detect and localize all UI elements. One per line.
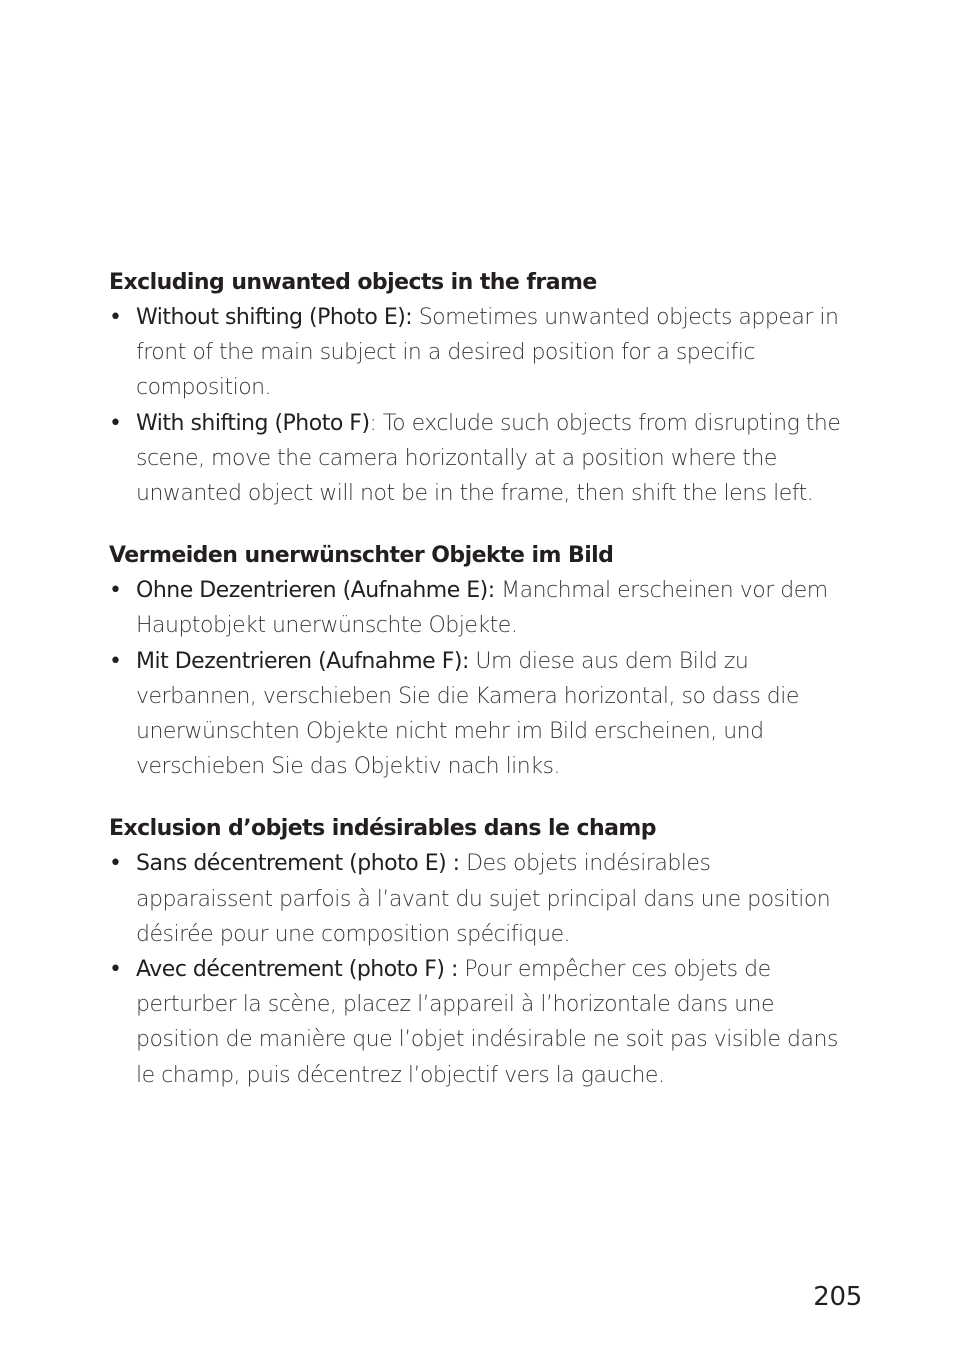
bullet-item	[109, 644, 849, 785]
section-english	[109, 265, 849, 511]
bullet-body-text: Um diese aus dem Bild zu verbannen, verschieben Sie die Kamera horizontal, so dass die unerwünschten Objekte nicht mehr im Bild erscheinen, und verschieben Sie das Objektiv nach links.	[136, 648, 799, 780]
bullet-item	[109, 846, 849, 952]
bullet-body-text: Pour empêcher ces objets de perturber la scène, placez l’appareil à l’horizontale dans une position de manière que l’objet indésirable ne soit pas visible dans le champ, puis décentrez l’objectif vers la gauche.	[136, 957, 838, 1088]
bullet-item	[109, 300, 849, 406]
page-number: 205	[813, 1282, 862, 1312]
section-german	[109, 538, 849, 784]
bullet-body-text: : To exclude such objects from disrupting the scene, move the camera horizontally at a position where the unwanted object will not be in the frame, then shift the lens left.	[136, 410, 841, 507]
section-heading: Vermeiden unerwünschter Objekte im Bild	[109, 543, 614, 569]
page-content	[109, 265, 849, 1120]
bullet-lead-text: With shifting (Photo F)	[136, 410, 370, 436]
bullet-lead-text: Ohne Dezentrieren (Aufnahme E):	[136, 578, 495, 604]
bullet-icon: •	[109, 957, 122, 983]
section-french	[109, 811, 849, 1092]
bullet-list	[109, 573, 849, 784]
bullet-icon: •	[109, 851, 122, 877]
section-heading: Excluding unwanted objects in the frame	[109, 270, 597, 295]
bullet-list	[109, 300, 849, 511]
bullet-icon: •	[109, 648, 122, 674]
bullet-body-text: Manchmal erscheinen vor dem Hauptobjekt unerwünschte Objekte.	[136, 578, 828, 639]
bullet-lead-text: Mit Dezentrieren (Aufnahme F):	[136, 648, 469, 674]
bullet-body-text: Sometimes unwanted objects appear in front of the main subject in a desired position for a specific composition.	[136, 305, 839, 401]
bullet-lead-text: Avec décentrement (photo F) :	[136, 957, 458, 983]
bullet-item	[109, 573, 849, 643]
bullet-icon: •	[109, 305, 122, 330]
bullet-icon: •	[109, 410, 122, 436]
bullet-item	[109, 952, 849, 1093]
bullet-icon: •	[109, 578, 122, 604]
bullet-body-text: Des objets indésirables apparaissent parfois à l’avant du sujet principal dans une position désirée pour une composition spécifique.	[136, 851, 831, 947]
bullet-lead-text: Sans décentrement (photo E) :	[136, 851, 460, 877]
bullet-list	[109, 846, 849, 1092]
bullet-item	[109, 406, 849, 512]
bullet-lead-text: Without shifting (Photo E):	[136, 305, 413, 330]
section-heading: Exclusion d’objets indésirables dans le champ	[109, 816, 657, 842]
